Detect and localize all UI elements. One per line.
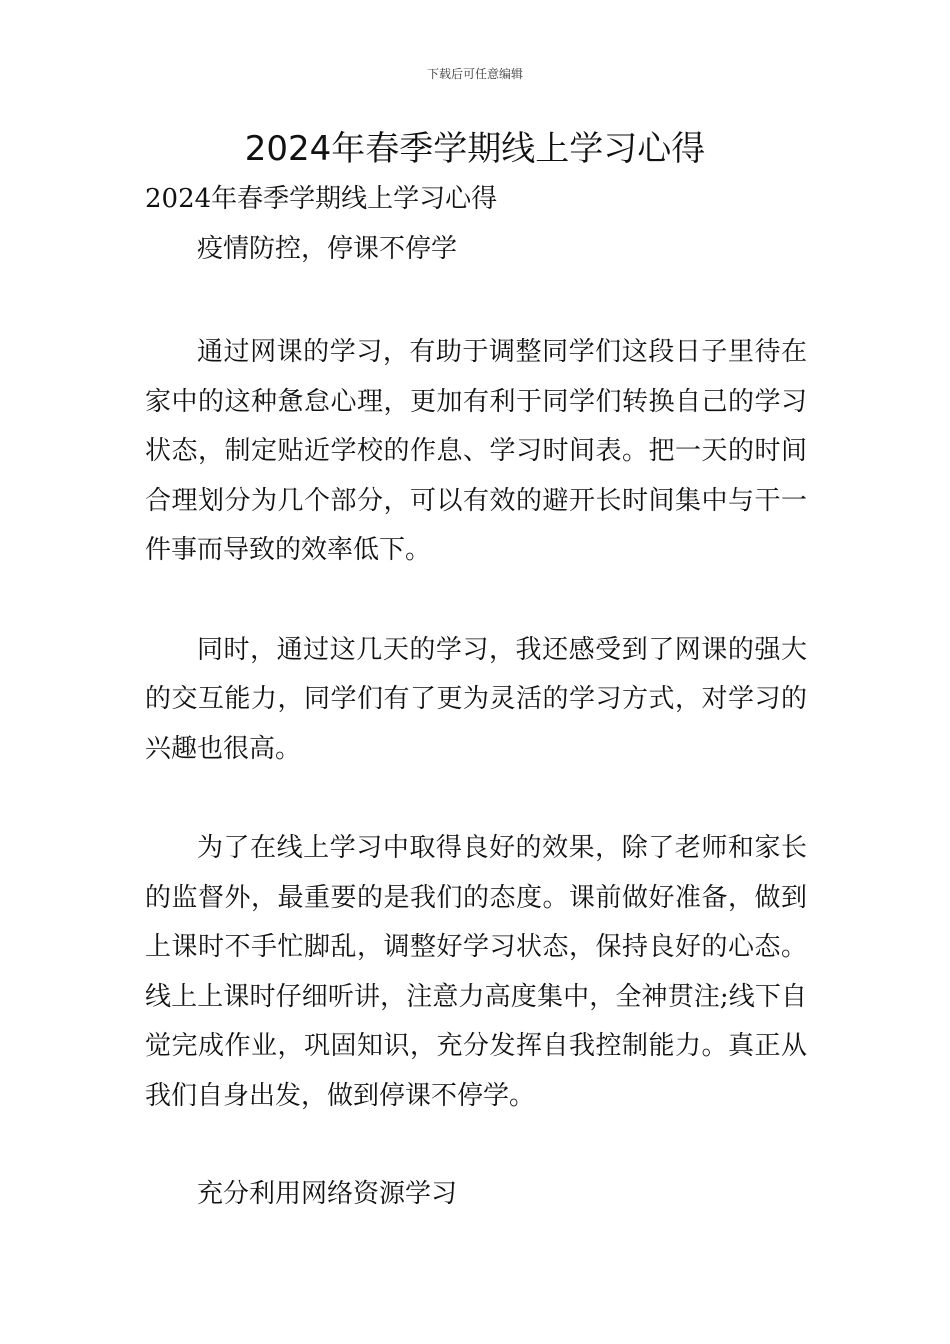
section-heading-network-resources: 充分利用网络资源学习	[197, 1179, 458, 1209]
document-body	[145, 180, 807, 1213]
header-note: 下载后可任意编辑	[426, 67, 523, 81]
paragraph-online-routine: 通过网课的学习，有助于调整同学们这段日子里待在家中的这种惫怠心理，更加有利于同学们转换自己的学习状态，制定贴近学校的作息、学习时间表。把一天的时间合理划分为几个部分，可以有效的避开长时间集中与干一件事而导致的效率低下。	[145, 337, 807, 565]
paragraph-gap	[145, 576, 807, 626]
paragraph-attitude: 为了在线上学习中取得良好的效果，除了老师和家长的监督外，最重要的是我们的态度。课前做好准备，做到上课时不手忙脚乱，调整好学习状态，保持良好的心态。线上上课时仔细听讲，注意力高度集中，全神贯注;线下自觉完成作业，巩固知识，充分发挥自我控制能力。真正从我们自身出发，做到停课不停学。	[145, 833, 807, 1111]
paragraph-gap	[145, 774, 807, 824]
section-heading-epidemic: 疫情防控，停课不停学	[197, 234, 458, 264]
paragraph-interaction: 同时，通过这几天的学习，我还感受到了网课的强大的交互能力，同学们有了更为灵活的学习方式，对学习的兴趣也很高。	[145, 634, 807, 764]
document-title: 2024年春季学期线上学习心得	[244, 129, 706, 169]
document-subtitle: 2024年春季学期线上学习心得	[145, 184, 498, 214]
paragraph-gap	[145, 1121, 807, 1175]
paragraph-gap	[145, 268, 807, 328]
